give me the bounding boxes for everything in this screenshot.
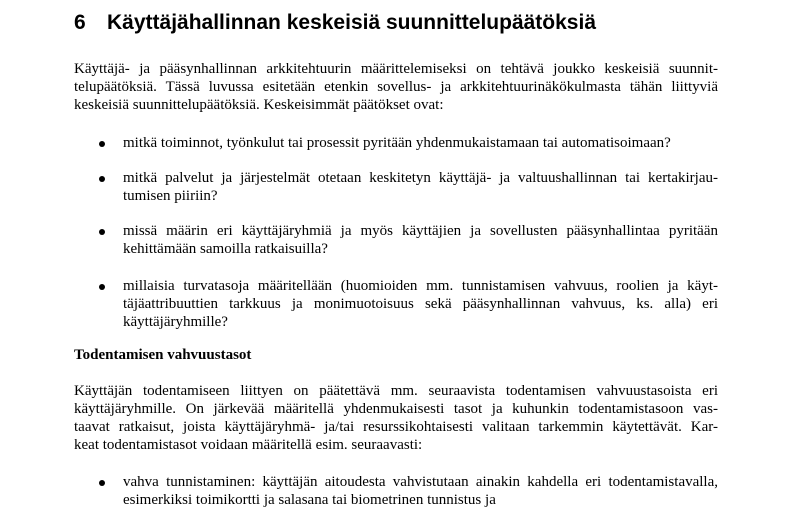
bullet-line: täjäattribuuttien tarkkuus ja monimuotoisuus sekä pääsynhallinnan vahvuus, ks. alla) eri: [123, 296, 718, 312]
bullet-line: käyttäjäryhmille?: [123, 314, 228, 330]
section-title: Käyttäjähallinnan keskeisiä suunnittelupäätöksiä: [107, 11, 596, 34]
bullet-text: [123, 277, 718, 331]
auth-paragraph: [74, 382, 718, 454]
section-number: 6: [74, 11, 86, 34]
bullet-text: [123, 169, 718, 205]
paragraph-line: keat todentamistasot voidaan määritellä esim. seuraavasti:: [74, 437, 423, 453]
paragraph-line: Käyttäjän todentamiseen liittyen on päätettävä mm. seuraavista todentamisen vahvuustasoista eri: [74, 383, 718, 399]
bullet-dot-icon: [99, 141, 105, 147]
intro-paragraph: [74, 60, 718, 114]
paragraph-line: taavat ratkaisut, joista käyttäjäryhmä- ja/tai resurssikohtaisesti valitaan tarkemmin käytettävät. Kar-: [74, 419, 718, 435]
bullet-line: kehittämään samoilla ratkaisuilla?: [123, 241, 328, 257]
bullet-dot-icon: [99, 176, 105, 182]
bullet-dot-icon: [99, 480, 105, 486]
paragraph-line: käyttäjäryhmille. On järkevää määritellä yhdenmukaisesti tasot ja kuhunkin todentamistasoon vas-: [74, 401, 718, 417]
bullet-text: [123, 222, 718, 258]
bullet-line: mitkä palvelut ja järjestelmät otetaan keskitetyn käyttäjä- ja valtuushallinnan tai kertakirjau-: [123, 170, 718, 186]
bullet-line: millaisia turvatasoja määritellään (huomioiden mm. tunnistamisen vahvuus, roolien ja käyt-: [123, 278, 718, 294]
bullet-text: [123, 134, 718, 152]
paragraph-line: Käyttäjä- ja pääsynhallinnan arkkitehtuurin määrittelemiseksi on tehtävä joukko keskeisiä suunnit-: [74, 61, 718, 77]
subsection-heading: Todentamisen vahvuustasot: [74, 347, 252, 363]
bullet-line: tumisen piiriin?: [123, 188, 218, 204]
section-heading: [74, 9, 596, 37]
bullet-line: esimerkiksi toimikortti ja salasana tai biometrinen tunnistus ja: [123, 492, 496, 508]
bullet-text: [123, 473, 718, 509]
bullet-dot-icon: [99, 229, 105, 235]
paragraph-line: keskeisiä suunnittelupäätöksiä. Keskeisimmät päätökset ovat:: [74, 97, 444, 113]
bullet-dot-icon: [99, 284, 105, 290]
bullet-line: vahva tunnistaminen: käyttäjän aitoudesta vahvistutaan ainakin kahdella eri todentamistavalla,: [123, 474, 718, 490]
bullet-line: missä määrin eri käyttäjäryhmiä ja myös käyttäjien ja sovellusten pääsynhallintaa pyritään: [123, 223, 718, 239]
paragraph-line: telupäätöksiä. Tässä luvussa esitetään etenkin sovellus- ja arkkitehtuurinäkökulmasta tähän liittyviä: [74, 79, 718, 95]
bullet-line: mitkä toiminnot, työnkulut tai prosessit pyritään yhdenmukaistamaan tai automatisoimaan?: [123, 135, 671, 151]
